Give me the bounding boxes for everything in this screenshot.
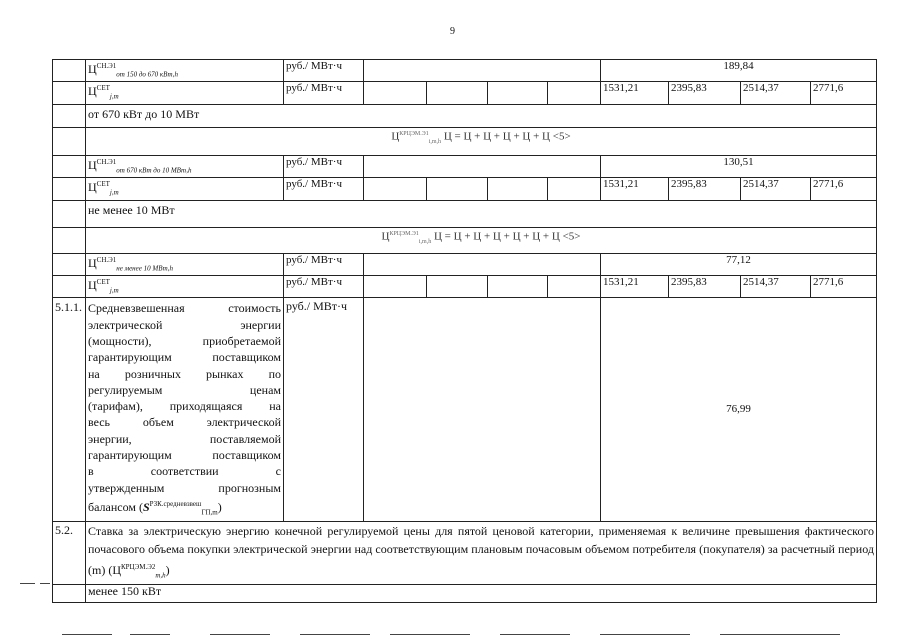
scan-artifact-line: [130, 634, 170, 635]
section-heading: не менее 10 МВт: [86, 200, 877, 227]
description-line: (тарифам), приходящаяся на: [88, 399, 281, 414]
description-line: регулируемым ценам: [88, 382, 281, 397]
unit-cell: руб./ МВт·ч: [284, 298, 364, 521]
merged-value-cell: 77,12: [601, 253, 877, 275]
value-cell: 1531,21: [601, 275, 669, 297]
scan-artifact-line: [300, 634, 370, 635]
value-cell: 2395,83: [669, 275, 741, 297]
description-line: утвержденным прогнозным: [88, 480, 281, 495]
table-row: [53, 155, 877, 177]
row-number-cell: 5.1.1.: [53, 298, 86, 521]
value-cell: 2395,83: [669, 178, 741, 200]
value-cell: 2514,37: [741, 275, 811, 297]
unit-cell: руб./ МВт·ч: [284, 253, 364, 275]
tariff-table: [52, 59, 877, 603]
tariff-table-sheet: [52, 59, 876, 603]
table-row: [53, 253, 877, 275]
description-line: балансом $(S^{РЗК.средневзвеш}_{ГП,m})$: [88, 499, 222, 517]
description-line: гарантирующим поставщиком: [88, 448, 281, 463]
table-row: [53, 104, 877, 127]
unit-cell: руб./ МВт·ч: [284, 60, 364, 82]
row-number-cell: 5.2.: [53, 521, 86, 584]
description-line: энергии, поставляемой: [88, 431, 281, 446]
scan-artifact-line: [62, 634, 112, 635]
description-line: Средневзвешенная стоимость: [88, 301, 281, 316]
description-line: гарантирующим поставщиком: [88, 350, 281, 365]
scan-artifact-line: [20, 583, 35, 584]
table-row: [53, 127, 877, 155]
symbol-cell: $Ц^{СН.Э1}_{не менее 10 МВт,h}$: [86, 253, 284, 275]
description-cell: Ставка за электрическую энергию конечной регулируемой цены для пятой ценовой категории, применяемая к величине превышения фактического почасового объема покупки электрической энергии над соответствующим плановым почасовым объемом потребителя (покупателя) за расчетный период (m) $(Ц^{КРЦЭМ.Э2}_{m,h})$: [86, 521, 877, 584]
scan-artifact-line: [210, 634, 270, 635]
value-cell: 2771,6: [811, 178, 877, 200]
formula-cell: $Ц^{КРЦЭМ.Э1}_{i,m,h}$ Ц = Ц + Ц + Ц + Ц + Ц + Ц <5>: [86, 227, 877, 253]
symbol-cell: $Ц^{СЕТ}_{j,m}$: [86, 178, 284, 200]
merged-value-cell: 189,84: [601, 60, 877, 82]
blank-value-cell: [364, 60, 601, 82]
scan-artifact-line: [40, 583, 50, 584]
unit-cell: руб./ МВт·ч: [284, 155, 364, 177]
scan-artifact-line: [720, 634, 840, 635]
description-line: весь объем электрической: [88, 415, 281, 430]
unit-cell: руб./ МВт·ч: [284, 178, 364, 200]
unit-cell: руб./ МВт·ч: [284, 82, 364, 104]
description-line: в соответствии с: [88, 464, 281, 479]
table-row: [53, 227, 877, 253]
formula-cell: $Ц^{КРЦЭМ.Э1}_{i,m,h}$ Ц = Ц + Ц + Ц + Ц + Ц <5>: [86, 127, 877, 155]
scan-artifact-line: [390, 634, 470, 635]
scan-artifact-line: [500, 634, 570, 635]
symbol-cell: $Ц^{СЕТ}_{j,m}$: [86, 275, 284, 297]
merged-value-cell: 130,51: [601, 155, 877, 177]
value-cell: 1531,21: [601, 178, 669, 200]
scan-artifact-line: [600, 634, 690, 635]
page-number: 9: [450, 26, 455, 37]
value-cell: 2771,6: [811, 275, 877, 297]
table-row: [53, 521, 877, 584]
unit-cell: руб./ МВт·ч: [284, 275, 364, 297]
value-cell: 2771,6: [811, 82, 877, 104]
table-row: [53, 60, 877, 82]
row-number-cell: [53, 60, 86, 82]
section-heading: от 670 кВт до 10 МВт: [86, 104, 877, 127]
symbol-cell: $Ц^{СН.Э1}_{от 670 кВт до 10 МВт,h}$: [86, 155, 284, 177]
table-row: [53, 298, 877, 521]
section-heading: менее 150 кВт: [86, 584, 877, 602]
value-cell: 2395,83: [669, 82, 741, 104]
table-row: [53, 82, 877, 104]
table-row: [53, 200, 877, 227]
table-row: [53, 178, 877, 200]
symbol-cell: $Ц^{СЕТ}_{j,m}$: [86, 82, 284, 104]
table-row: [53, 275, 877, 297]
symbol-cell: $Ц^{СН.Э1}_{от 150 до 670 кВт,h}$: [86, 60, 284, 82]
table-row: [53, 584, 877, 602]
value-cell: 1531,21: [601, 82, 669, 104]
description-line: на розничных рынках по: [88, 366, 281, 381]
description-line: (мощности), приобретаемой: [88, 333, 281, 348]
description-line: электрической энергии: [88, 317, 281, 332]
value-cell: 2514,37: [741, 178, 811, 200]
value-cell: 2514,37: [741, 82, 811, 104]
description-cell: [86, 298, 284, 521]
merged-value-cell: 76,99: [601, 298, 877, 521]
